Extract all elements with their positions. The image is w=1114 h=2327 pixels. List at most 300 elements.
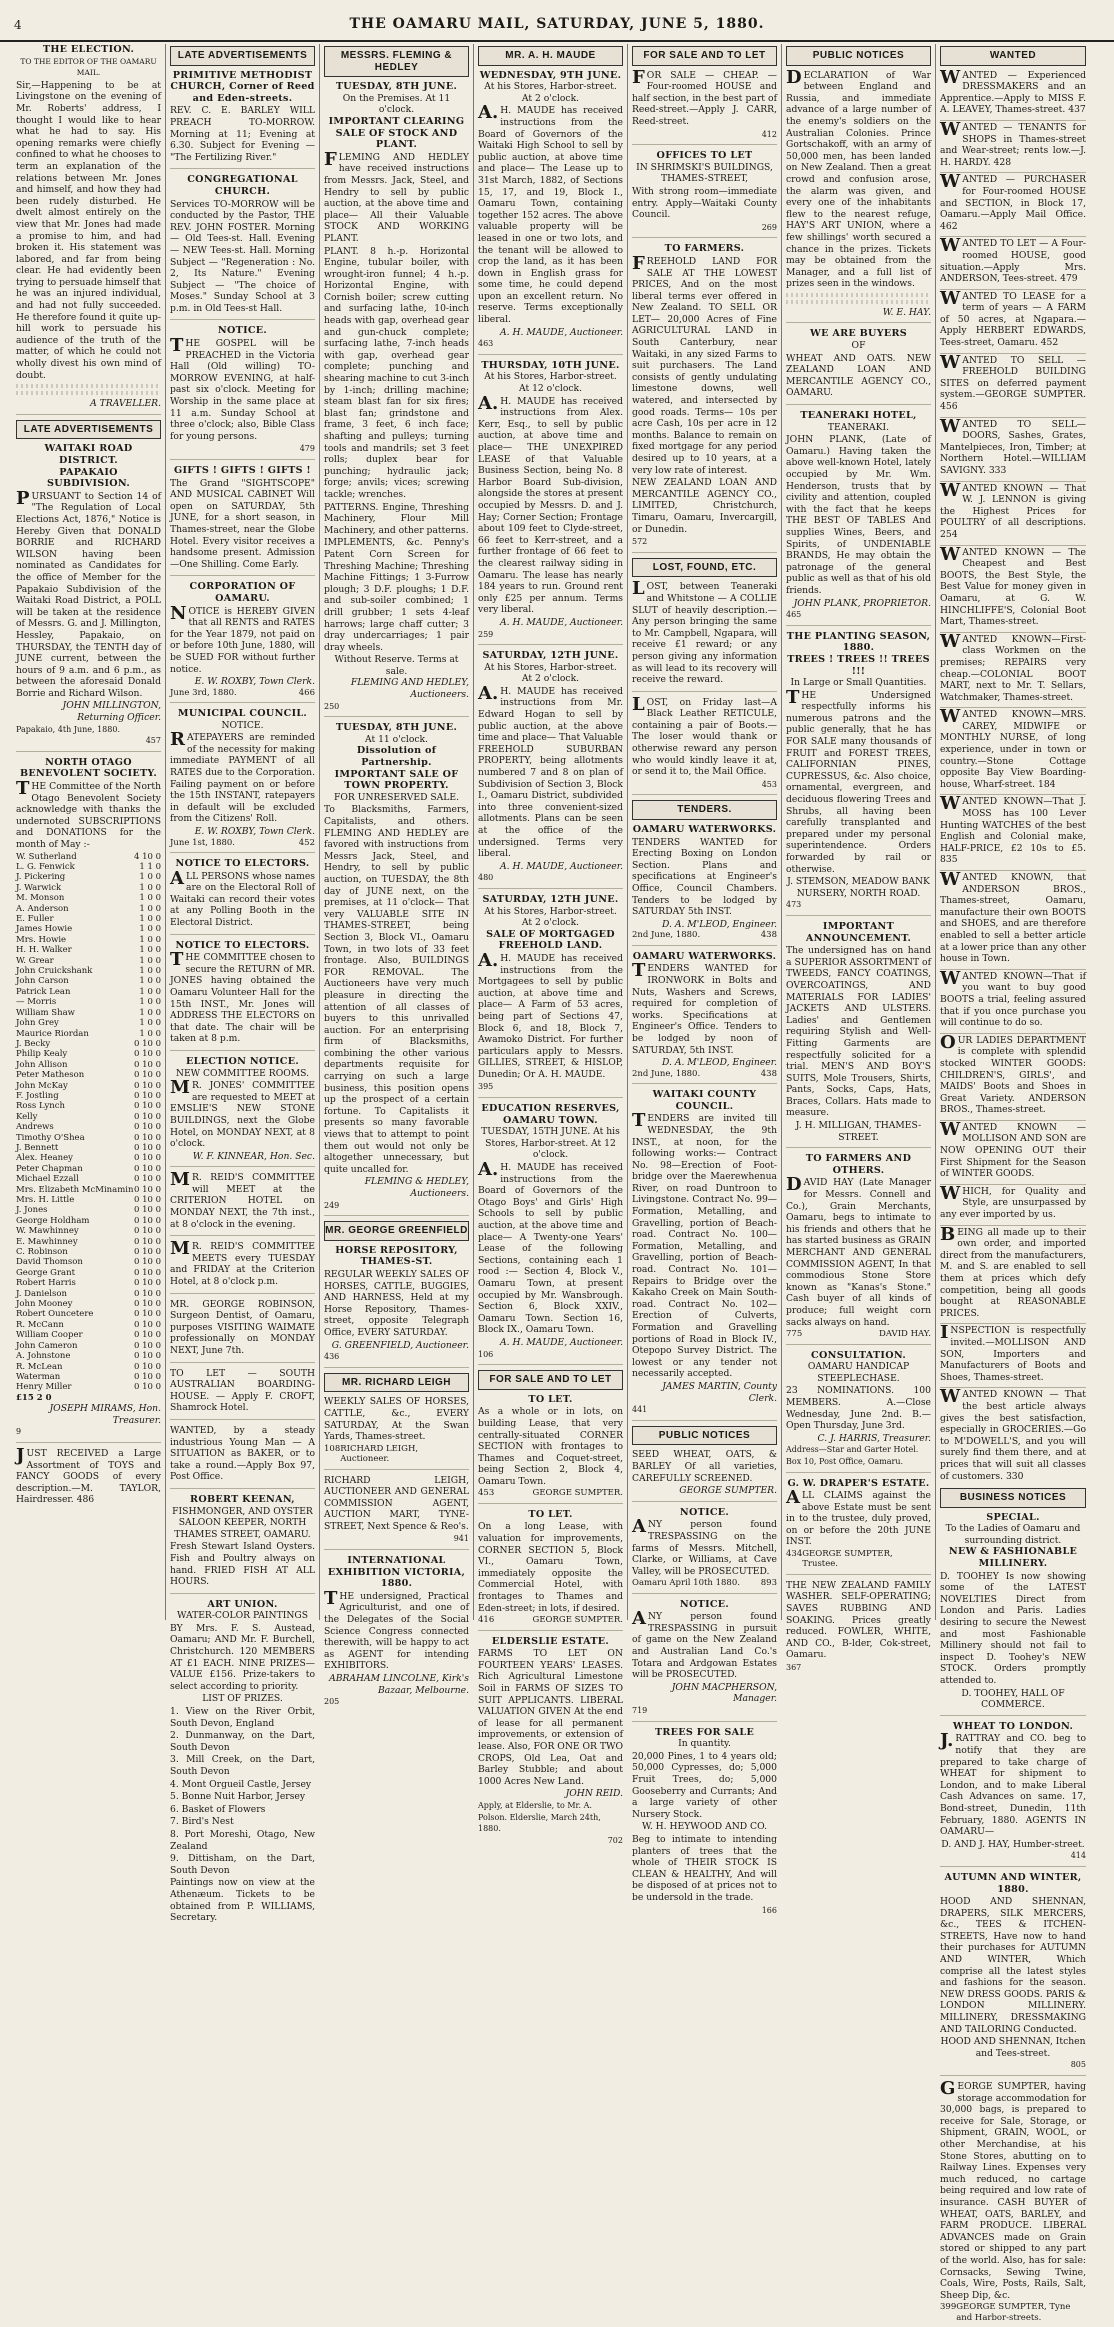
- donor-name: Ross Lynch: [16, 1101, 65, 1112]
- ad-number: 108: [324, 1443, 341, 1454]
- ad-number: 436: [324, 1352, 340, 1362]
- donor-row: [16, 1257, 161, 1267]
- horse-repository-ad: [324, 1245, 469, 1368]
- column-7: [936, 44, 1090, 2323]
- donor-row: [16, 976, 161, 986]
- ad-number: 466: [298, 687, 315, 698]
- ad-signature: A. H. MAUDE, Auctioneer.: [500, 326, 623, 338]
- ad-body-2: Beg to intimate to intending planters of trees that the whole of THEIR STOCK IS CLEAN & HEALTHY, And will be disposed of at prices not to be undersold in the trade.: [632, 1833, 777, 1903]
- ad-footer: [632, 1578, 777, 1588]
- donor-row: [16, 1112, 161, 1122]
- donor-name: Mrs. H. Little: [16, 1195, 75, 1205]
- ad-signature: D. A. M'LEOD, Engineer.: [661, 1057, 777, 1069]
- donor-name: J. Warwick: [16, 882, 62, 893]
- ad-subheading: At 11 o'clock.: [364, 733, 428, 745]
- waitaki-road-notice: [16, 443, 161, 751]
- ad-body: BY Mrs. F. S. Austead, Oamaru; AND Mr. F. Burchell, Christchurch. 120 MEMBERS AT £1 EACH. NINE PRIZES—VALUE £156. Prize-takers to select according to priority.: [170, 1622, 315, 1692]
- donor-amount: 0 10 0: [133, 1101, 161, 1112]
- boarding-house-ad: [170, 1368, 315, 1420]
- donor-name: A. Johnstone: [16, 1351, 71, 1362]
- ad-signature: JAMES MARTIN, County Clerk.: [662, 1380, 777, 1404]
- donor-row: [16, 1049, 161, 1059]
- ad-heading: NORTH OTAGO BENEVOLENT SOCIETY.: [20, 756, 157, 780]
- ad-heading: NOTICE.: [679, 1598, 730, 1610]
- ad-signature: E. W. ROXBY, Town Clerk.: [194, 676, 315, 688]
- ad-signature: D. TOOHEY, HALL OF COMMERCE.: [961, 1687, 1065, 1711]
- ad-footer: [786, 1329, 931, 1339]
- corporation-notice: [170, 581, 315, 703]
- donor-name: John Allison: [16, 1059, 68, 1070]
- ad-number: 453: [478, 1488, 495, 1499]
- donor-name: Mrs. Elizabeth McMinamin: [16, 1184, 134, 1195]
- wanted-ad: WANTED — PURCHASER for Four-roomed HOUSE and SECTION, in Block 17, Oamaru.—Apply Mail Office. 462: [940, 174, 1086, 237]
- ad-subheading: TUESDAY, 15TH JUNE. At his Stores, Harbor-street. At 12 o'clock.: [481, 1126, 620, 1161]
- ad-body: THE undersigned, Practical Agriculturist, and one of the Delegates of the Social Science Congress connected therewith, will be happy to act as AGENT for intending EXHIBITORS.: [324, 1587, 469, 1672]
- ad-body: DECLARATION of War between England and Russia, and immediate advance of a large number of the enemy's soldiers on the Australian Colonies. Prince Gortschakoff, with an army of 50,000 men, has been landed on New Zealand. Then a great crowd and confusion arose, the alarm was given, and every one of the inhabitants flew to the nearest refuge, HAY'S ART UNION, where a few shillings' worth secured a chance in the prizes. Tickets may be obtained from the Manager, and a full list of prizes seen in the windows.: [786, 66, 931, 290]
- ad-heading: ELDERSLIE ESTATE.: [491, 1635, 610, 1647]
- section-header-lost-found: LOST, FOUND, ETC.: [632, 558, 777, 578]
- draper-estate-ad: [786, 1478, 931, 1575]
- ad-signature: FLEMING AND HEDLEY, Auctioneers.: [350, 677, 469, 701]
- ad-body: THE COMMITTEE chosen to secure the RETURN of MR. JONES having obtained the Oamaru Volunteer Hall for the 15th INST., Mr. Jones will ADDRESS THE ELECTORS on that date. The chair will be taken at 8 p.m.: [170, 949, 315, 1045]
- ad-number: 775: [786, 1329, 803, 1340]
- congregational-notice: [170, 174, 315, 320]
- ad-subheading: OF: [851, 340, 866, 352]
- wanted-ad: WANTED TO LEASE for a term of years — A FARM of 50 acres, at Ngapara.—Apply HERBERT EDWARDS, Tees-street, Oamaru. 452: [940, 291, 1086, 354]
- ad-body: TENDERS WANTED for Erecting Boxing on London Section. Plans and specifications at Engineer's Office, Council Chambers. Tenders to be lodged by SATURDAY 5th INST.: [632, 836, 777, 918]
- donor-row: [16, 1247, 161, 1257]
- ad-heading: TEANERAKI HOTEL,: [800, 410, 917, 422]
- donor-row: [16, 1362, 161, 1372]
- illegible-text: [786, 300, 931, 304]
- ad-date: 2nd June, 1880.: [632, 1068, 701, 1079]
- ad-body: THE Committee of the North Otago Benevolent Society acknowledge with thanks the undernoted SUBSCRIPTIONS and DONATIONS for the month of May :-: [16, 778, 161, 850]
- ad-body: A.H. MAUDE has received instructions from Alex. Kerr, Esq., to sell by public auction, at above time and place— THE UNEXPIRED LEASE of that Valuable Business Section, being No. 8 Harbor Board Sub-division, alongside the stores at present occupied by Messrs. D. and J. Hay; Corner Section; Frontage about 109 feet to Clyde-street, 66 feet to Kerr-street, and a further frontage of 66 feet to the clearest railway siding in Oamaru. The lease has nearly 184 years to run. Ground rent only £25 per annum. Terms very liberal.: [478, 392, 623, 616]
- gifts-ad: [170, 465, 315, 576]
- ad-signature: GEORGE SUMPTER.: [679, 1485, 777, 1497]
- ad-signature: GEORGE SUMPTER, Trustee.: [802, 1549, 893, 1570]
- ad-date: Papakaio, 4th June, 1880.: [16, 724, 120, 734]
- donor-amount: 0 10 0: [133, 1351, 161, 1362]
- ad-number: 893: [760, 1578, 777, 1589]
- to-let-2: [478, 1509, 623, 1631]
- ad-heading: SATURDAY, 12TH JUNE.: [482, 650, 619, 662]
- wanted-ad: WANTED KNOWN—MRS. CAREY, MIDWIFE or MONTHLY NURSE, of long experience, under in town or country.—Stone Cottage opposite Bay View Boarding-house, Wharf-street. 184: [940, 709, 1086, 795]
- ad-heading: OAMARU WATERWORKS.: [632, 824, 777, 836]
- ad-heading: WAITAKI COUNTY COUNCIL.: [652, 1089, 757, 1112]
- electors-notice-1: [170, 858, 315, 935]
- freehold-land-ad: [632, 243, 777, 552]
- donor-row: [16, 966, 161, 976]
- newspaper-columns: [12, 44, 1102, 2323]
- ad-body: D. TOOHEY Is now showing some of the LATEST NOVELTIES Direct from London and Paris. Ladies desiring to secure the Newest and most Fashionable Millinery should not fail to inspect D. Toohey's NEW STOCK. Orders promptly attended to.: [940, 1570, 1086, 1686]
- ad-body: With strong room—immediate entry. Apply—Waitaki County Council.: [632, 185, 777, 221]
- teaneraki-hotel-ad: [786, 410, 931, 626]
- donor-name: John Mooney: [16, 1299, 73, 1310]
- donor-row: [16, 1101, 161, 1111]
- ad-signature: DAVID HAY.: [879, 1329, 931, 1340]
- ad-heading: WAITAKI ROAD DISTRICT.: [44, 443, 133, 466]
- ad-subheading: NOTICE.: [221, 719, 264, 731]
- donor-row: [16, 1320, 161, 1330]
- donor-name: A. Anderson: [16, 903, 69, 914]
- donor-amount: 0 10 0: [133, 1174, 161, 1185]
- ad-signature: GEORGE SUMPTER.: [532, 1488, 623, 1499]
- donor-amount: 0 10 0: [133, 1299, 161, 1310]
- letter-subheading: TO THE EDITOR OF THE OAMARU MAIL.: [20, 56, 157, 78]
- section-header-greenfield: MR. GEORGE GREENFIELD: [324, 1221, 469, 1241]
- donor-amount: 1 0 0: [139, 893, 161, 904]
- donor-name: John McKay: [16, 1080, 68, 1091]
- ad-heading: HORSE REPOSITORY, THAMES-ST.: [335, 1244, 458, 1268]
- family-washer-ad: [786, 1580, 931, 1678]
- donor-name: W. Grear: [16, 955, 54, 966]
- donor-amount: 0 10 0: [133, 1184, 161, 1195]
- section-header-for-sale: FOR SALE AND TO LET: [632, 46, 777, 66]
- donor-name: Peter Matheson: [16, 1070, 85, 1081]
- donor-amount: 0 10 0: [133, 1205, 161, 1216]
- ad-signature: JOSEPH MIRAMS, Hon. Treasurer.: [49, 1403, 161, 1426]
- ad-body: On a long Lease, with valuation for improvements, CORNER SECTION 5, Block VI., Oamaru Town, immediately opposite the Commercial Hotel, with frontages to Thames and Eden-street; in lots, if desired.: [478, 1521, 623, 1614]
- ad-body: SEED WHEAT, OATS, & BARLEY Of all varieties, CAREFULLY SCREENED.: [632, 1449, 777, 1484]
- ad-heading-2: NEW & FASHIONABLE MILLINERY.: [948, 1546, 1078, 1570]
- ad-date: June 1st, 1880.: [170, 837, 236, 848]
- donor-amount: 0 10 0: [133, 1090, 161, 1101]
- ad-heading: SPECIAL.: [986, 1511, 1040, 1523]
- ad-heading: THURSDAY, 10TH JUNE.: [481, 359, 620, 371]
- donor-amount: 1 0 0: [139, 1007, 161, 1018]
- donor-name: Timothy O'Shea: [16, 1132, 85, 1143]
- donor-amount: 1 0 0: [139, 914, 161, 925]
- prize-item: 1. View on the River Orbit, South Devon, England: [170, 1706, 315, 1729]
- ad-number: 473: [786, 900, 802, 910]
- ad-footer: [170, 688, 315, 698]
- donor-row: [16, 1205, 161, 1215]
- donor-amount: 1 0 0: [139, 934, 161, 945]
- donor-name: John Grey: [16, 1018, 59, 1029]
- ad-subheading: NEW COMMITTEE ROOMS.: [175, 1067, 310, 1079]
- ad-body: RATEPAYERS are reminded of the necessity for making immediate PAYMENT of all RATES due to the Corporation. Failing payment on or before the 15th INSTANT, ratepayers in default will be excluded from the Citizens' Roll.: [170, 729, 315, 825]
- ad-number: 453: [761, 779, 777, 789]
- ad-number: 463: [478, 339, 494, 349]
- ad-footer: [632, 930, 777, 940]
- dentist-ad: [170, 1299, 315, 1363]
- donor-name: David Thomson: [16, 1257, 83, 1268]
- ad-heading: G. W. DRAPER'S ESTATE.: [787, 1477, 930, 1489]
- ad-heading: OFFICES TO LET: [656, 150, 753, 162]
- ad-signature: NEW ZEALAND LOAN AND MERCANTILE AGENCY CO., LIMITED, Christchurch, Timaru, Oamaru, Invercargill, or Dunedin.: [632, 477, 777, 535]
- ad-heading: CORPORATION OF OAMARU.: [189, 581, 296, 604]
- donor-list: [16, 852, 161, 1393]
- ad-footer: [478, 1615, 623, 1625]
- donor-row: [16, 1060, 161, 1070]
- ad-signature: ABRAHAM LINCOLNE, Kirk's Bazaar, Melbourne.: [329, 1673, 469, 1696]
- donor-name: George Holdham: [16, 1215, 90, 1226]
- donor-amount: 1 0 0: [139, 872, 161, 883]
- ad-number: 259: [478, 629, 494, 639]
- ad-signature: W. H. HEYWOOD AND CO.: [641, 1821, 767, 1833]
- maude-sale-4: [478, 894, 623, 1098]
- ad-note: In Large or Small Quantities.: [790, 677, 927, 689]
- donor-row: [16, 997, 161, 1007]
- ad-heading: WE ARE BUYERS: [810, 328, 907, 340]
- donor-row: [16, 872, 161, 882]
- donor-amount: 0 10 0: [133, 1111, 161, 1122]
- ad-heading: IMPORTANT ANNOUNCEMENT.: [805, 920, 912, 944]
- donor-row: [16, 862, 161, 872]
- donor-row: [16, 1330, 161, 1340]
- wanted-ad: WHICH, for Quality and Style, are unsurpassed by any ever imported by us.: [940, 1186, 1086, 1226]
- donor-amount: 1 0 0: [139, 966, 161, 977]
- donor-name: W. Mawhinney: [16, 1226, 79, 1237]
- donor-name: R. McLean: [16, 1361, 63, 1372]
- donor-row: [16, 1143, 161, 1153]
- donor-row: [16, 893, 161, 903]
- ad-number: 250: [324, 701, 340, 711]
- ad-body: MR. REID'S COMMITTEE MEETS every TUESDAY and FRIDAY at the Criterion Hotel, at 8 o'clock p.m.: [170, 1238, 315, 1288]
- ad-body: Fresh Stewart Island Oysters. Fish and Poultry always on hand. FRIED FISH AT ALL HOURS.: [170, 1541, 315, 1588]
- column-3: [320, 44, 474, 1707]
- ad-heading: AUTUMN AND WINTER, 1880.: [944, 1871, 1082, 1895]
- ad-subheading: OAMARU HANDICAP STEEPLECHASE.: [807, 1361, 910, 1384]
- donor-row: [16, 1226, 161, 1236]
- ad-heading: NOTICE TO ELECTORS.: [175, 858, 310, 870]
- donor-amount: 0 10 0: [133, 1195, 161, 1205]
- wanted-ad: WANTED TO SELL—DOORS, Sashes, Grates, Mantelpieces, Iron, Timber; at Northern Hotel.—WILLIAM SAVIGNY. 333: [940, 419, 1086, 482]
- ad-body: JOHN PLANK, (Late of Oamaru.) Having taken the above well-known Hotel, lately occupied by Mr. Wm. Henderson, trusts that by civility and attention, coupled with the fact that he keeps THE BEST OF TABLES And supplies Wines, Beers, and Spirits, of UNDENIABLE BRANDS, He may obtain the patronage of the general public as well as that of his old friends.: [786, 434, 931, 596]
- ad-footer: [170, 838, 315, 848]
- ad-heading: GIFTS ! GIFTS ! GIFTS !: [174, 465, 311, 476]
- donor-row: [16, 1289, 161, 1299]
- ad-number: 805: [1070, 2060, 1086, 2070]
- column-5: [628, 44, 782, 1915]
- lost-collie-ad: [632, 578, 777, 691]
- ad-number: 438: [760, 930, 777, 941]
- ad-body: LOST, on Friday last—A Black Leather RETICULE, containing a pair of Boots.—The loser would thank or otherwise reward any person who would kindly leave it at, or send it to, the Mail Office.: [632, 693, 777, 778]
- ad-heading: WEDNESDAY, 9TH JUNE.: [479, 69, 622, 81]
- ad-footer: [786, 1549, 931, 1570]
- page-number: 4: [14, 18, 22, 32]
- ad-subheading: FISHMONGER, AND OYSTER SALOON KEEPER, NORTH THAMES STREET, OAMARU.: [172, 1505, 313, 1540]
- donor-amount: 4 10 0: [133, 851, 161, 862]
- ad-heading: ART UNION.: [207, 1598, 278, 1610]
- ad-number: 205: [324, 1697, 340, 1707]
- maude-sale-2: [478, 360, 623, 645]
- wanted-ad: WANTED KNOWN—That if you want to buy good BOOTS a trial, feeling assured that if you once purchase you will continue to do so.: [940, 971, 1086, 1034]
- donor-amount: 0 10 0: [133, 1163, 161, 1174]
- ad-body: THE GOSPEL will be PREACHED in the Victoria Hall (Old willing) TO-MORROW EVENING, at half-past six o'clock. Meeting for Worship in the same place at 11 a.m. Sunday School at three o'clock; also, Bible Class for young persons.: [170, 335, 315, 442]
- donor-amount: 0 10 0: [133, 1361, 161, 1372]
- ad-heading: WHEAT TO LONDON.: [952, 1720, 1074, 1732]
- ad-body: JUST RECEIVED a Large Assortment of TOYS and FANCY GOODS of every description.—M. TAYLOR, Hairdresser. 486: [16, 1444, 161, 1506]
- ad-number: 452: [298, 837, 315, 848]
- donor-amount: 1 1 0: [139, 862, 161, 872]
- ad-signature: J. STEMSON, MEADOW BANK NURSERY, NORTH ROAD.: [787, 876, 930, 899]
- donor-row: [16, 1091, 161, 1101]
- donor-row: [16, 1164, 161, 1174]
- prize-item: 3. Mill Creek, on the Dart, South Devon: [170, 1754, 315, 1777]
- ad-body: TO LET — SOUTH AUSTRALIAN BOARDING-HOUSE. — Apply F. CROFT, Shamrock Hotel.: [170, 1367, 315, 1414]
- municipal-council-notice: [170, 708, 315, 853]
- ad-body: The undersigned has on hand a SUPERIOR ASSORTMENT of TWEEDS, FANCY COATINGS, OVERCOATINGS, AND MATERIALS FOR LADIES' JACKETS AND ULSTERS. Ladies' and Gentlemen requiring Stylish and Well-Fitting Garments are respectfully solicited for a trial. MEN'S AND BOY'S SUITS, Mole Trousers, Shirts, Pants, Socks, Caps, Hats, Braces, Collars. Hats made to measure.: [786, 945, 931, 1119]
- primitive-methodist-notice: [170, 70, 315, 170]
- wanted-ad: WANTED KNOWN — That W. J. LENNON is giving the Highest Prices for POULTRY of all descriptions. 254: [940, 483, 1086, 546]
- ad-body: 20,000 Pines, 1 to 4 years old; 50,000 Cypresses, do; 5,000 Fruit Trees, do; 5,000 Gooseberry and Currants; And a large variety of other Nursery Stock.: [632, 1750, 777, 1820]
- ad-footer: [940, 2302, 1086, 2323]
- donor-amount: 0 10 0: [133, 1215, 161, 1226]
- donor-row: [16, 883, 161, 893]
- ad-number: 166: [761, 1905, 777, 1915]
- ad-date: June 3rd, 1880.: [170, 687, 237, 698]
- wanted-ad: WANTED TO SELL — FREEHOLD BUILDING SITES on deferred payment system.—GEORGE SUMPTER. 456: [940, 355, 1086, 418]
- ad-subheading: IN SHRIMSKI'S BUILDINGS, THAMES-STREET,: [636, 161, 773, 185]
- ad-body: FREEHOLD LAND FOR SALE AT THE LOWEST PRICES, And on the most liberal terms ever offered in New Zealand. TO SELL OR LET— 20,000 Acres of Fine AGRICULTURAL LAND in South Canterbury, near Waitaki, in any sized Farms to suit purchasers. The Land consists of gently undulating limestone downs, well watered, and intersected by good roads. Terms— 10s per acre Cash, 10s per acre in 12 months. Balance to remain on fixed mortgage for any period desired up to 10 years, at a very low rate of interest.: [632, 252, 777, 476]
- ad-heading-2: SALE OF MORTGAGED FREEHOLD LAND.: [486, 928, 615, 952]
- donor-row: [16, 1070, 161, 1080]
- donor-amount: 0 10 0: [133, 1267, 161, 1278]
- ad-signature: JOHN MILLINGTON, Returning Officer.: [62, 700, 161, 724]
- donor-row: [16, 1372, 161, 1382]
- donor-amount: 0 10 0: [133, 1038, 161, 1049]
- ad-heading: TO FARMERS AND OTHERS.: [805, 1153, 912, 1176]
- ad-body: DAVID HAY (Late Manager for Messrs. Connell and Co.), Grain Merchants, Oamaru, begs to intimate to his friends and others that he has started business as GRAIN MERCHANT AND GENERAL COMMISSION AGENT, In that commodious Stone Store known as "Kanas's Stone." Cash buyer of all kinds of produce; full weight corn sacks always on hand.: [786, 1174, 931, 1328]
- ad-footer: [324, 1444, 469, 1465]
- donor-name: J. Bennett: [16, 1142, 59, 1153]
- donor-name: Maurice Riordan: [16, 1028, 89, 1039]
- ad-body: PURSUANT to Section 14 of "The Regulation of Local Elections Act, 1876," Notice is Hereby Given that DONALD BORRIE and RICHARD WILSON having been nominated as Candidates for the office of Member for the Papakaio Subdivision of the Waitaki Road District, a POLL will be taken at the residence of Messrs. G. and J. Millington, Hessley, Papakaio, on THURSDAY, the TENTH day of JUNE current, between the hours of 9 a.m. and 6 p.m., as between the aforesaid Donald Borrie and Richard Wilson.: [16, 487, 161, 699]
- donor-name: J. Danielson: [16, 1288, 67, 1299]
- donor-row: [16, 987, 161, 997]
- column-1: [12, 44, 166, 1620]
- donor-name: William Cooper: [16, 1330, 83, 1341]
- donor-amount: 0 10 0: [133, 1309, 161, 1320]
- illegible-text: [16, 384, 161, 388]
- donor-row: [16, 914, 161, 924]
- ad-heading: MUNICIPAL COUNCIL.: [177, 708, 308, 720]
- donor-row: [16, 924, 161, 934]
- ad-heading: OAMARU WATERWORKS.: [632, 950, 777, 962]
- sumpter-storage-ad: [940, 2078, 1086, 2327]
- ad-number: 941: [453, 1534, 469, 1544]
- ad-body: THE Undersigned respectfully informs his numerous patrons and the public generally, that he has FOR SALE many thousands of FRUIT and FOREST TREES, CALIFORNIAN PINES, CUPRESSUS, &c. Also choice, ornamental, evergreen, and deciduous flowering Trees and Shrubs, all having been carefully transplanted and prepared under my personal superintendence. Orders forwarded by rail or otherwise.: [786, 686, 931, 875]
- ad-signature: W. F. KINNEAR, Hon. Sec.: [192, 1150, 315, 1162]
- electors-notice-2: [170, 940, 315, 1051]
- ad-body: J.RATTRAY and CO. beg to notify that they are prepared to take charge of WHEAT for shipment to London, and to make Liberal Cash Advances on same. 17, Bond-street, Dunedin, 11th February, 1880. AGENTS IN OAMARU—: [940, 1730, 1086, 1838]
- implements-list: IMPLEMENTS, &c. Penny's Patent Corn Screen for Threshing Machine; Threshing Machine Fittings; 1 3-Furrow plough; 3 D.F. ploughs; 1 D.F. and sub-soiler combined; 1 drill grubber; 1 sets 4-leaf harrows; large chaff cutter; 3 dray undercarriages; 1 pair dray wheels.: [324, 537, 469, 653]
- ad-number: 395: [478, 1082, 494, 1092]
- ad-heading: NOTICE.: [679, 1506, 730, 1518]
- donor-name: J. Becky: [16, 1038, 51, 1049]
- donor-row: [16, 1153, 161, 1163]
- ad-heading: SATURDAY, 12TH JUNE.: [482, 893, 619, 905]
- ad-number: 412: [761, 129, 777, 139]
- ad-signature: GEORGE SUMPTER.: [532, 1615, 623, 1626]
- wheat-to-london-ad: [940, 1721, 1086, 1867]
- ad-subheading: At his Stores, Harbor-street. At 12 o'clock.: [484, 371, 617, 395]
- donor-row: [16, 1008, 161, 1018]
- ad-body: ALL CLAIMS against the above Estate must be sent in to the trustee, duly proved, on or before the 20th JUNE INST.: [786, 1487, 931, 1548]
- ad-body: A.H. MAUDE has received instructions from the Board of Governors of the Otago Boys' and Girls' High Schools to sell by public auction, at the above time and place— A Twenty-one Years' Lease of the following Sections, containing each 1 rood :— Section 4, Block V., Oamaru Town, at present occupied by Mr. Wansbrough. Section 6, Block XXIV., Oamaru Town. Section 16, Block IX., Oamaru Town.: [478, 1159, 623, 1336]
- ad-terms: Without Reserve. Terms at sale.: [334, 654, 459, 677]
- donor-row: [16, 904, 161, 914]
- donor-row: [16, 1341, 161, 1351]
- donor-amount: 1 0 0: [139, 955, 161, 966]
- ad-footer: [632, 1069, 777, 1079]
- ad-signature: JOHN REID.: [565, 1788, 623, 1800]
- donor-amount: 0 10 0: [133, 1247, 161, 1258]
- seed-wheat-ad: [632, 1449, 777, 1501]
- hood-shennan-ad: [940, 1872, 1086, 2076]
- donor-name: Robert Harris: [16, 1278, 76, 1289]
- donor-amount: 1 0 0: [139, 1018, 161, 1029]
- clearing-sale-ad: [324, 81, 469, 717]
- baker-wanted-ad: [170, 1425, 315, 1489]
- donor-row: [16, 1309, 161, 1319]
- donor-name: Philip Kealy: [16, 1049, 68, 1060]
- ad-signature: GEORGE SUMPTER, Tyne and Harbor-streets.: [956, 2302, 1071, 2323]
- ad-date: Address—Star and Garter Hotel. Box 10, Post Office, Oamaru.: [786, 1445, 919, 1466]
- donor-amount: 1 0 0: [139, 976, 161, 987]
- ad-number: 702: [607, 1835, 623, 1845]
- donor-amount: 1 0 0: [139, 945, 161, 956]
- ad-number: 480: [478, 873, 494, 883]
- keenan-fishmonger-ad: [170, 1494, 315, 1594]
- wanted-ad: WANTED — TENANTS for SHOPS in Thames-street and Wear-street; rents low.—J. H. HARDY. 428: [940, 122, 1086, 173]
- trespass-notice-2: [632, 1599, 777, 1722]
- donor-amount: 0 10 0: [133, 1142, 161, 1153]
- ad-subheading: At his Stores, Harbor-street. At 2 o'clock.: [484, 661, 617, 685]
- section-header-leigh: MR. RICHARD LEIGH: [324, 1373, 469, 1393]
- donor-row: [16, 1133, 161, 1143]
- ad-heading: TREES FOR SALE: [654, 1726, 755, 1738]
- reid-committee-1: [170, 1169, 315, 1236]
- consultation-ad: [786, 1350, 931, 1473]
- donor-row: [16, 945, 161, 955]
- prize-item: 9. Dittisham, on the Dart, South Devon: [170, 1853, 315, 1876]
- donor-name: L. G. Fenwick: [16, 862, 75, 872]
- ad-date: 2nd June, 1880.: [632, 930, 701, 941]
- donor-row: [16, 1268, 161, 1278]
- plant-list: PLANT. 8 h.-p. Horizontal Engine, tubular boiler, with wrought-iron funnel; 4 h.-p. Horizontal Engine, with Cornish boiler; screw cutting and surfacing lathe, 10-inch heads with gap, overhead gear and gun-chuck complete; surfacing lathe, 7-inch heads with gap, overhead gear complete; punching and shearing machine to cut 3-inch by 1-inch; drilling machine; steam blast fan for six fires; blast fan; grindstone and frame, 3 feet, 6 inch face; shafting and pulleys; turning tools and mandrils; set 3 feet rolls; duplex bear for punching; hydraulic jack; forge; anvils; vices; screwing tackle; wrenches.: [324, 245, 469, 500]
- trees-for-sale-ad: [632, 1727, 777, 1921]
- donor-name: E. Fuller: [16, 914, 54, 925]
- section-header-public-notices: PUBLIC NOTICES: [632, 1426, 777, 1446]
- ad-body: FLEMING AND HEDLEY have received instructions from Messrs. Jack, Steel, and Hendry to sell by public auction, at the above time and place— All their Valuable STOCK AND WORKING PLANT.: [324, 148, 469, 244]
- donor-name: J. Pickering: [16, 872, 66, 883]
- town-property-sale-ad: [324, 722, 469, 1216]
- section-header-business-notices: BUSINESS NOTICES: [940, 1488, 1086, 1508]
- donor-name: Waterman: [16, 1371, 61, 1382]
- section-header-fleming-hedley: MESSRS. FLEMING & HEDLEY: [324, 46, 469, 77]
- prize-list: [170, 1706, 315, 1876]
- donor-name: Robert Ouncetere: [16, 1309, 94, 1320]
- ad-signature: FLEMING & HEDLEY, Auctioneers.: [364, 1176, 469, 1199]
- ad-heading-2: Dissolution of Partnership. IMPORTANT SALE OF TOWN PROPERTY.: [334, 745, 459, 792]
- leigh-auction-mart-ad: [324, 1475, 469, 1551]
- ad-number: 719: [632, 1706, 648, 1716]
- prize-list-heading: LIST OF PRIZES.: [202, 1693, 283, 1705]
- donor-name: Patrick Lean: [16, 986, 71, 997]
- ad-body: ALL PERSONS whose names are on the Electoral Roll of Waitaki can record their votes at any Polling Booth in the Electoral District.: [170, 867, 315, 928]
- wanted-ad: INSPECTION is respectfully invited.—MOLLISON AND SON, Importers and Manufacturers of Boots and Shoes, Thames-street.: [940, 1325, 1086, 1388]
- leigh-weekly-sales-ad: [324, 1396, 469, 1469]
- donor-name: Kelly: [16, 1111, 38, 1122]
- ad-body: As a whole or in lots, on building Lease, that very centrally-situated CORNER SECTION with frontages to Thames and Coquet-street, being Section 2, Block 4, Oamaru Town.: [478, 1406, 623, 1487]
- donor-name: Alex. Heaney: [16, 1153, 73, 1164]
- ad-body: A.H. MAUDE has received instructions from the Board of Governors of the Waitaki High School to sell by public auction, at above time and place— The Lease up to 31st March, 1882, of Sections 15, 17, and 19, Block I., Oamaru Town, containing together 152 acres. The above valuable property will be leased in one or two lots, and the tenant will be allowed to crop the land, as it has been down in English grass for some time, he could depend upon an excellent return. No reserve. Terms exceptionally liberal.: [478, 102, 623, 326]
- ad-body: MR. GEORGE ROBINSON, Surgeon Dentist, of Oamaru, purposes VISITING WAIMATE professionally on MONDAY NEXT, June 7th.: [170, 1298, 315, 1356]
- donor-name: J. Jones: [16, 1205, 48, 1216]
